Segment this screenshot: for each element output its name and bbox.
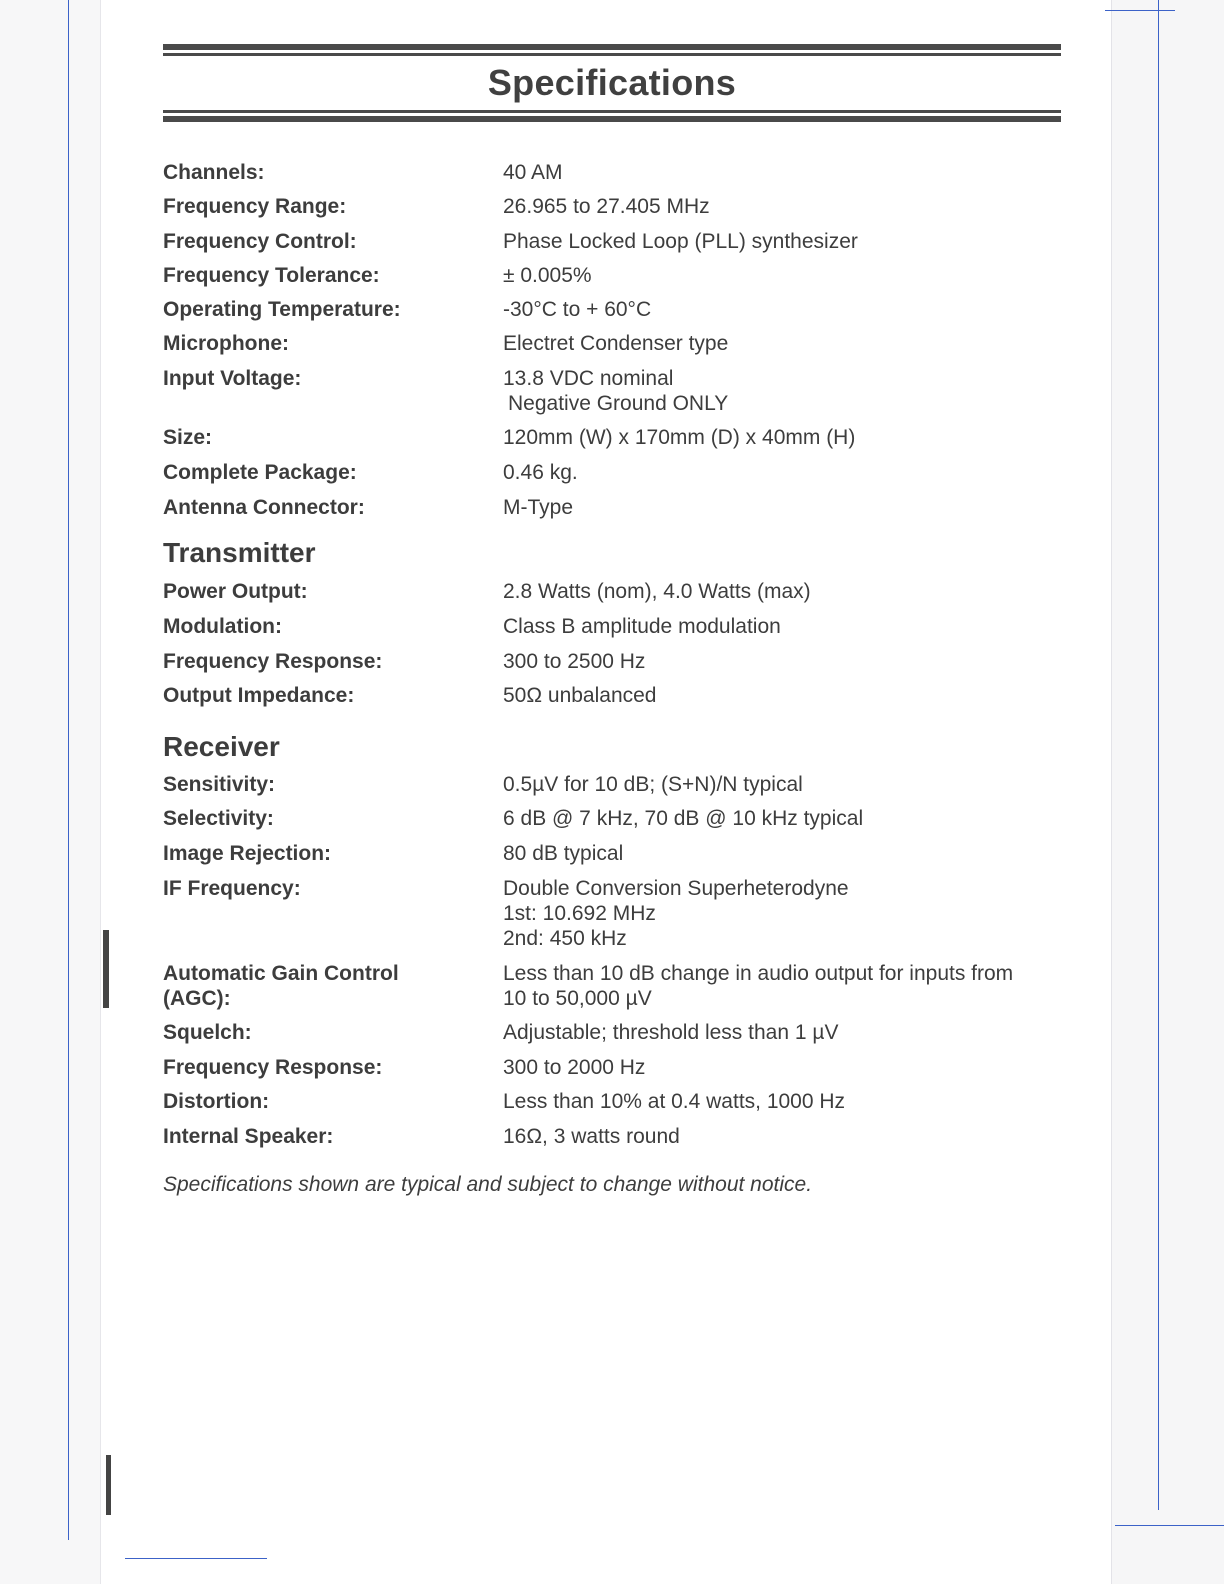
spec-label: Squelch: <box>163 1021 252 1044</box>
scan-line-bottom-right <box>1115 1525 1224 1526</box>
spec-label: Channels: <box>163 161 265 184</box>
spec-label-line-2: (AGC): <box>163 987 231 1010</box>
spec-value: Electret Condenser type <box>503 332 729 355</box>
spec-value: 0.5µV for 10 dB; (S+N)/N typical <box>503 773 803 796</box>
title-rule-top-thick <box>163 44 1061 50</box>
spec-label: Sensitivity: <box>163 773 276 796</box>
spec-label: Image Rejection: <box>163 842 332 865</box>
scan-line-left <box>68 0 69 1540</box>
binding-mark-upper <box>103 930 109 1008</box>
spec-value: 40 AM <box>503 161 563 184</box>
spec-value: 26.965 to 27.405 MHz <box>503 195 710 218</box>
spec-value: Less than 10% at 0.4 watts, 1000 Hz <box>503 1090 846 1113</box>
scan-margin-right <box>1111 0 1224 1584</box>
title-rule-bottom-thick <box>163 116 1061 122</box>
spec-label: Modulation: <box>163 615 282 638</box>
spec-label: Frequency Control: <box>163 230 357 253</box>
binding-mark-lower <box>106 1455 111 1515</box>
spec-label: Selectivity: <box>163 807 274 830</box>
spec-value: Class B amplitude modulation <box>503 615 781 638</box>
spec-label: Output Impedance: <box>163 684 355 707</box>
spec-value-line-2: Negative Ground ONLY <box>508 392 729 415</box>
spec-label: Internal Speaker: <box>163 1125 334 1148</box>
spec-label: IF Frequency: <box>163 877 301 900</box>
scan-line-right <box>1158 0 1159 1510</box>
spec-value: 300 to 2500 Hz <box>503 650 646 673</box>
spec-value: -30°C to + 60°C <box>503 298 652 321</box>
spec-label: Frequency Range: <box>163 195 347 218</box>
spec-value: M-Type <box>503 496 574 519</box>
footnote: Specifications shown are typical and subject to change without notice. <box>163 1173 813 1196</box>
spec-value: 6 dB @ 7 kHz, 70 dB @ 10 kHz typical <box>503 807 864 830</box>
spec-value: 13.8 VDC nominal <box>503 367 674 390</box>
title-rule-bottom-thin <box>163 110 1061 113</box>
spec-label: Frequency Response: <box>163 1056 383 1079</box>
section-heading-transmitter: Transmitter <box>163 537 316 568</box>
spec-label: Frequency Response: <box>163 650 383 673</box>
section-heading-receiver: Receiver <box>163 731 280 762</box>
spec-label: Distortion: <box>163 1090 270 1113</box>
spec-value-line-2: 1st: 10.692 MHz <box>503 902 656 925</box>
spec-label: Complete Package: <box>163 461 357 484</box>
scan-line-bottom-left <box>125 1558 267 1559</box>
spec-value: 50Ω unbalanced <box>503 684 657 707</box>
spec-label: Antenna Connector: <box>163 496 365 519</box>
spec-value: Adjustable; threshold less than 1 µV <box>503 1021 839 1044</box>
spec-value-line-3: 2nd: 450 kHz <box>503 927 627 950</box>
spec-label: Automatic Gain Control <box>163 962 399 985</box>
spec-label: Frequency Tolerance: <box>163 264 380 287</box>
spec-label: Power Output: <box>163 580 308 603</box>
spec-label: Microphone: <box>163 332 289 355</box>
page-title: Specifications <box>487 62 737 103</box>
scan-line-top-right <box>1105 10 1175 11</box>
spec-value-line-2: 10 to 50,000 µV <box>503 987 652 1010</box>
spec-value: Less than 10 dB change in audio output for inputs from <box>503 962 1014 985</box>
spec-value: 80 dB typical <box>503 842 624 865</box>
spec-value: 120mm (W) x 170mm (D) x 40mm (H) <box>503 426 856 449</box>
scan-margin-left <box>0 0 101 1584</box>
spec-value: Double Conversion Superheterodyne <box>503 877 849 900</box>
spec-value: 2.8 Watts (nom), 4.0 Watts (max) <box>503 580 811 603</box>
spec-value: Phase Locked Loop (PLL) synthesizer <box>503 230 858 253</box>
spec-value: 0.46 kg. <box>503 461 578 484</box>
spec-value: 16Ω, 3 watts round <box>503 1125 680 1148</box>
spec-label: Size: <box>163 426 213 449</box>
title-rule-top-thin <box>163 53 1061 56</box>
spec-label: Operating Temperature: <box>163 298 401 321</box>
spec-label: Input Voltage: <box>163 367 302 390</box>
spec-value: ± 0.005% <box>503 264 592 287</box>
spec-value: 300 to 2000 Hz <box>503 1056 646 1079</box>
